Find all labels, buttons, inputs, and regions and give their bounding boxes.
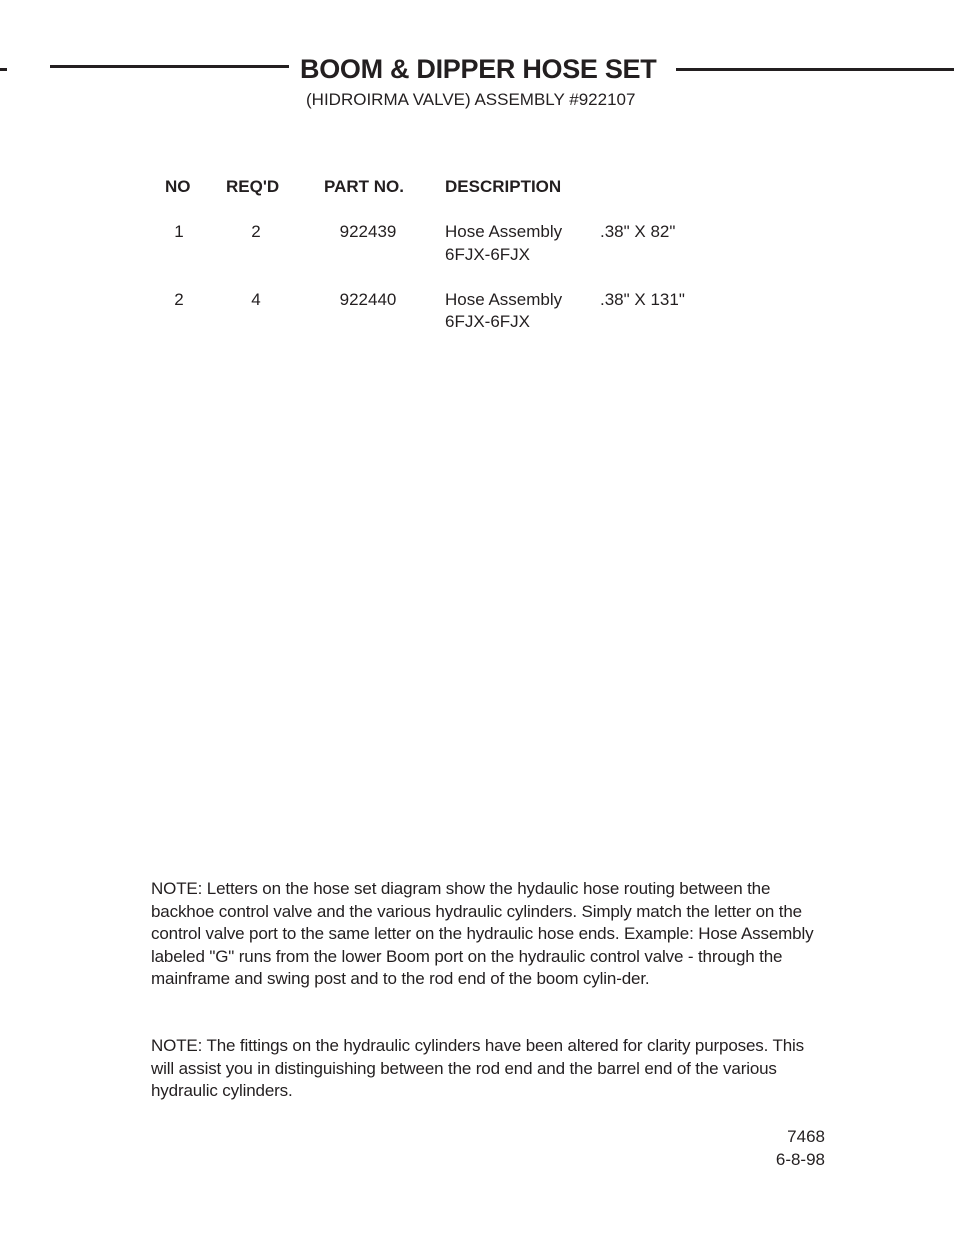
row-description-line2: 6FJX-6FJX — [445, 312, 531, 331]
revision-date: 6-8-98 — [775, 1150, 825, 1169]
column-header-description: DESCRIPTION — [445, 177, 562, 196]
column-header-reqd: REQ'D — [226, 177, 280, 196]
left-edge-tick — [0, 68, 7, 71]
row-part-no: 922440 — [339, 290, 397, 309]
row-description: Hose Assembly — [445, 222, 563, 241]
page-code: 7468 — [787, 1127, 825, 1146]
row-size: .38" X 131" — [600, 290, 685, 309]
note-hose-routing: NOTE: Letters on the hose set diagram show the hydaulic hose routing between the backhoe control valve and the various hydraulic cylinders. Simply match the letter on the control valve port to the same letter on the hydraulic hose ends. Example: Hose Assembly labeled "G" runs from the lower Boom port on the hydraulic control valve - through the mainframe and swing post and to the rod end of the boom cylin-der. — [151, 879, 814, 988]
header-rule-right — [676, 68, 954, 71]
page-title: BOOM & DIPPER HOSE SET — [300, 54, 657, 84]
column-header-part-no: PART NO. — [324, 177, 404, 196]
row-no: 2 — [174, 290, 184, 309]
row-description-line2: 6FJX-6FJX — [445, 245, 531, 264]
row-no: 1 — [174, 222, 184, 241]
column-header-no: NO — [165, 177, 191, 196]
row-size: .38" X 82" — [600, 222, 676, 241]
row-reqd: 2 — [251, 222, 261, 241]
row-description: Hose Assembly — [445, 290, 563, 309]
row-part-no: 922439 — [339, 222, 397, 241]
note-fittings: NOTE: The fittings on the hydraulic cylinders have been altered for clarity purposes. This will assist you in distinguishing between the rod end and the barrel end of the various hydraulic cylinders. — [151, 1036, 804, 1100]
page-subtitle: (HIDROIRMA VALVE) ASSEMBLY #922107 — [306, 90, 636, 109]
header-rule-left — [50, 65, 289, 68]
row-reqd: 4 — [251, 290, 261, 309]
